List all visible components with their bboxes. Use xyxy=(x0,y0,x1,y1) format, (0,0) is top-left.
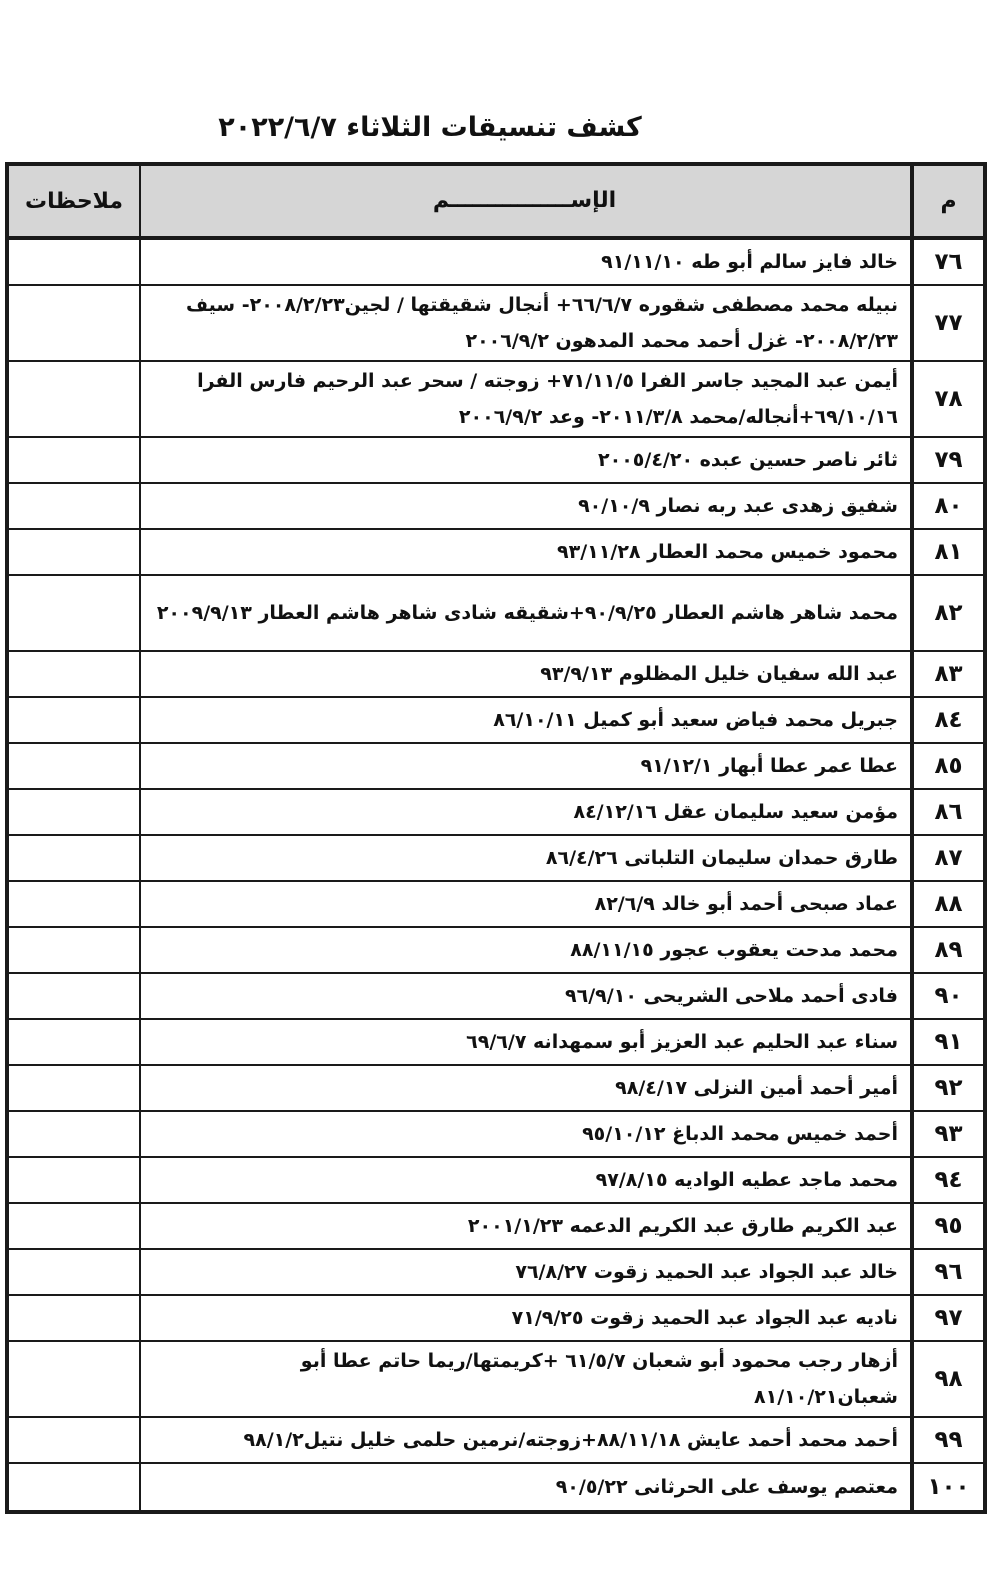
row-notes xyxy=(9,362,139,436)
row-notes xyxy=(9,744,139,788)
row-name: سناء عبد الحليم عبد العزيز أبو سمهدانه ٦٩/٦/٧ xyxy=(139,1020,910,1064)
table-row xyxy=(9,928,983,974)
row-notes xyxy=(9,438,139,482)
row-notes xyxy=(9,1296,139,1340)
row-name: أحمد خميس محمد الدباغ ٩٥/١٠/١٢ xyxy=(139,1112,910,1156)
row-notes xyxy=(9,790,139,834)
row-notes xyxy=(9,286,139,360)
row-name: محمد مدحت يعقوب عجور ٨٨/١١/١٥ xyxy=(139,928,910,972)
table-row xyxy=(9,1342,983,1418)
row-name: نبيله محمد مصطفى شقوره ٦٦/٦/٧+ أنجال شقيقتها / لجين٢٠٠٨/٢/٢٣- سيف ٢٠٠٨/٢/٢٣- غزل أحمد محمد المدهون ٢٠٠٦/٩/٢ xyxy=(139,286,910,360)
table-row xyxy=(9,240,983,286)
row-notes xyxy=(9,576,139,650)
row-notes xyxy=(9,1342,139,1416)
row-number: ٨٤ xyxy=(910,698,983,742)
row-number: ٩١ xyxy=(910,1020,983,1064)
row-notes xyxy=(9,1418,139,1462)
row-name: محمد شاهر هاشم العطار ٩٠/٩/٢٥+شقيقه شادى شاهر هاشم العطار ٢٠٠٩/٩/١٣ xyxy=(139,576,910,650)
row-name: عماد صبحى أحمد أبو خالد ٨٢/٦/٩ xyxy=(139,882,910,926)
table-row xyxy=(9,744,983,790)
table-row xyxy=(9,1250,983,1296)
table-row xyxy=(9,974,983,1020)
table-row xyxy=(9,530,983,576)
table-row xyxy=(9,1020,983,1066)
table-row xyxy=(9,484,983,530)
header-number: م xyxy=(910,166,983,236)
row-name: أحمد محمد أحمد عايش ٨٨/١١/١٨+زوجته/نرمين حلمى خليل نتيل٩٨/١/٢ xyxy=(139,1418,910,1462)
row-number: ٩٢ xyxy=(910,1066,983,1110)
row-number: ٨٠ xyxy=(910,484,983,528)
row-name: طارق حمدان سليمان التلباتى ٨٦/٤/٢٦ xyxy=(139,836,910,880)
table-row xyxy=(9,1204,983,1250)
table-row xyxy=(9,836,983,882)
row-number: ٩٤ xyxy=(910,1158,983,1202)
row-number: ٧٨ xyxy=(910,362,983,436)
row-notes xyxy=(9,1464,139,1510)
table-row xyxy=(9,438,983,484)
row-number: ٨٣ xyxy=(910,652,983,696)
row-notes xyxy=(9,1112,139,1156)
row-number: ٩٦ xyxy=(910,1250,983,1294)
row-number: ٩٣ xyxy=(910,1112,983,1156)
row-number: ٧٩ xyxy=(910,438,983,482)
row-name: أزهار رجب محمود أبو شعبان ٦١/٥/٧ +كريمتها/ريما حاتم عطا أبو شعبان٨١/١٠/٢١ xyxy=(139,1342,910,1416)
row-notes xyxy=(9,1066,139,1110)
row-notes xyxy=(9,1020,139,1064)
row-name: محمد ماجد عطيه الواديه ٩٧/٨/١٥ xyxy=(139,1158,910,1202)
row-name: شفيق زهدى عبد ربه نصار ٩٠/١٠/٩ xyxy=(139,484,910,528)
table-row xyxy=(9,882,983,928)
row-number: ٨٥ xyxy=(910,744,983,788)
row-name: ثائر ناصر حسين عبده ٢٠٠٥/٤/٢٠ xyxy=(139,438,910,482)
row-name: أمير أحمد أمين النزلى ٩٨/٤/١٧ xyxy=(139,1066,910,1110)
row-notes xyxy=(9,928,139,972)
row-notes xyxy=(9,1204,139,1248)
row-name: ناديه عبد الجواد عبد الحميد زقوت ٧١/٩/٢٥ xyxy=(139,1296,910,1340)
row-name: عبد الكريم طارق عبد الكريم الدعمه ٢٠٠١/١/٢٣ xyxy=(139,1204,910,1248)
table-header-row xyxy=(9,166,983,240)
row-notes xyxy=(9,652,139,696)
row-number: ٧٧ xyxy=(910,286,983,360)
row-name: فادى أحمد ملاحى الشريحى ٩٦/٩/١٠ xyxy=(139,974,910,1018)
row-name: خالد فايز سالم أبو طه ٩١/١١/١٠ xyxy=(139,240,910,284)
row-number: ١٠٠ xyxy=(910,1464,983,1510)
row-notes xyxy=(9,530,139,574)
row-notes xyxy=(9,1158,139,1202)
row-number: ٩٧ xyxy=(910,1296,983,1340)
row-name: محمود خميس محمد العطار ٩٣/١١/٢٨ xyxy=(139,530,910,574)
names-table xyxy=(5,162,987,1514)
row-number: ٨٩ xyxy=(910,928,983,972)
page-title: كشف تنسيقات الثلاثاء ٢٠٢٢/٦/٧ xyxy=(218,112,642,143)
row-number: ٩٩ xyxy=(910,1418,983,1462)
row-notes xyxy=(9,240,139,284)
table-row xyxy=(9,1464,983,1510)
row-name: خالد عبد الجواد عبد الحميد زقوت ٧٦/٨/٢٧ xyxy=(139,1250,910,1294)
table-row xyxy=(9,1418,983,1464)
row-notes xyxy=(9,882,139,926)
table-row xyxy=(9,1066,983,1112)
row-name: عبد الله سفيان خليل المظلوم ٩٣/٩/١٣ xyxy=(139,652,910,696)
row-notes xyxy=(9,698,139,742)
row-number: ٨٨ xyxy=(910,882,983,926)
row-name: عطا عمر عطا أبهار ٩١/١٢/١ xyxy=(139,744,910,788)
table-row xyxy=(9,790,983,836)
row-number: ٨٦ xyxy=(910,790,983,834)
row-name: أيمن عبد المجيد جاسر الفرا ٧١/١١/٥+ زوجته / سحر عبد الرحيم فارس الفرا ٦٩/١٠/١٦+أنجاله/محمد ٢٠١١/٣/٨- وعد ٢٠٠٦/٩/٢ xyxy=(139,362,910,436)
row-number: ٨٢ xyxy=(910,576,983,650)
table-row xyxy=(9,698,983,744)
table-row xyxy=(9,1112,983,1158)
header-name: الإســــــــــــــــم xyxy=(139,166,910,236)
table-row xyxy=(9,652,983,698)
row-number: ٨٧ xyxy=(910,836,983,880)
table-row xyxy=(9,1158,983,1204)
row-number: ٨١ xyxy=(910,530,983,574)
row-name: معتصم يوسف على الحرثانى ٩٠/٥/٢٢ xyxy=(139,1464,910,1510)
row-number: ٧٦ xyxy=(910,240,983,284)
table-row xyxy=(9,286,983,362)
table-row xyxy=(9,576,983,652)
row-name: مؤمن سعيد سليمان عقل ٨٤/١٢/١٦ xyxy=(139,790,910,834)
header-notes: ملاحظات xyxy=(9,166,139,236)
row-notes xyxy=(9,836,139,880)
row-number: ٩٠ xyxy=(910,974,983,1018)
row-number: ٩٨ xyxy=(910,1342,983,1416)
table-row xyxy=(9,362,983,438)
row-number: ٩٥ xyxy=(910,1204,983,1248)
row-name: جبريل محمد فياض سعيد أبو كميل ٨٦/١٠/١١ xyxy=(139,698,910,742)
table-row xyxy=(9,1296,983,1342)
row-notes xyxy=(9,974,139,1018)
row-notes xyxy=(9,1250,139,1294)
row-notes xyxy=(9,484,139,528)
